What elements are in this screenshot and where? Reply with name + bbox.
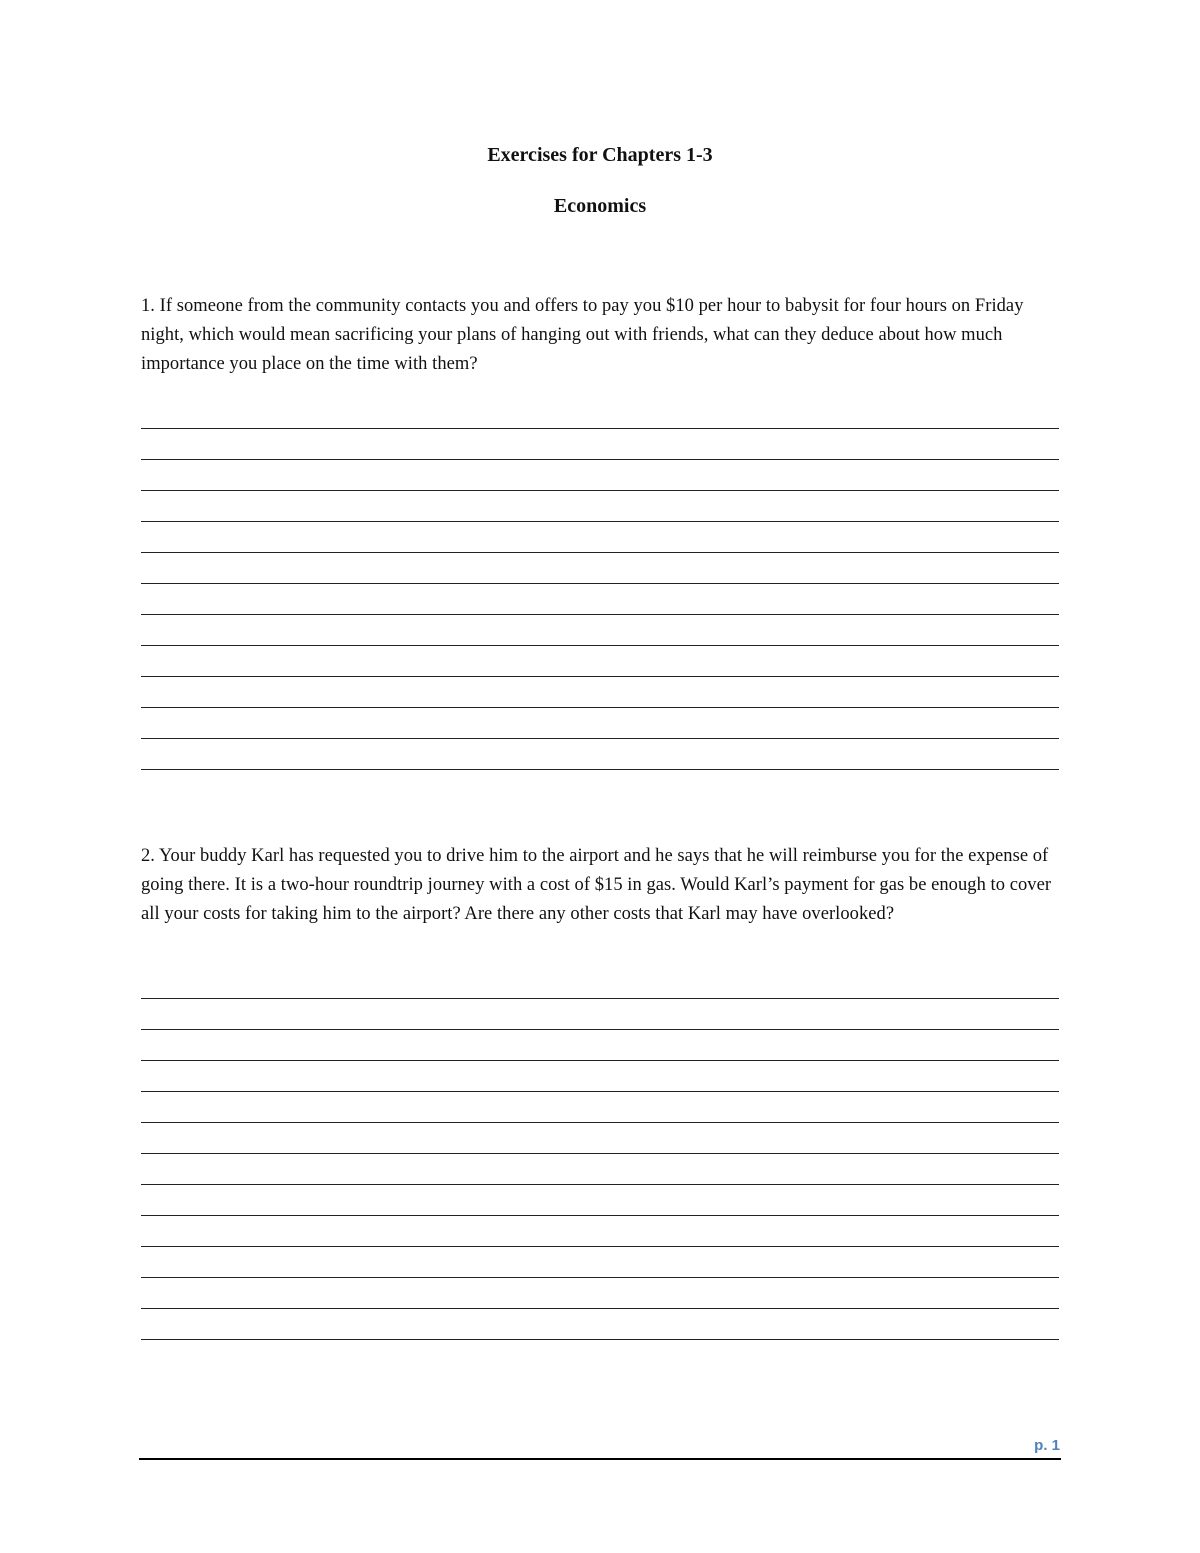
answer-line — [141, 1061, 1059, 1092]
answer-line — [141, 1247, 1059, 1278]
answer-line — [141, 584, 1059, 615]
answer-line — [141, 1309, 1059, 1340]
answer-lines-question-1 — [141, 398, 1059, 770]
answer-line — [141, 615, 1059, 646]
answer-line — [141, 1092, 1059, 1123]
answer-line — [141, 1216, 1059, 1247]
answer-line — [141, 1185, 1059, 1216]
answer-line — [141, 491, 1059, 522]
answer-line — [141, 968, 1059, 999]
question-1-text: 1. If someone from the community contacts you and offers to pay you $10 per hour to babysit for four hours on Friday night, which would mean sacrificing your plans of hanging out with friends, what can they deduce about how much importance you place on the time with them? — [141, 296, 1024, 374]
answer-line — [141, 460, 1059, 491]
page-number: p. 1 — [1034, 1437, 1060, 1454]
answer-lines-question-2 — [141, 968, 1059, 1340]
document-subtitle: Economics — [553, 195, 647, 217]
answer-line — [141, 429, 1059, 460]
answer-line — [141, 522, 1059, 553]
answer-line — [141, 1123, 1059, 1154]
answer-line — [141, 739, 1059, 770]
question-2-text: 2. Your buddy Karl has requested you to drive him to the airport and he says that he will reimburse you for the expense of going there. It is a two-hour roundtrip journey with a cost of $15 in gas. Would Karl’s payment for gas be enough to cover all your costs for taking him to the airport? Are there any other costs that Karl may have overlooked? — [141, 846, 1052, 924]
answer-line — [141, 646, 1059, 677]
answer-line — [141, 708, 1059, 739]
answer-line — [141, 677, 1059, 708]
answer-line — [141, 1030, 1059, 1061]
answer-line — [141, 1154, 1059, 1185]
answer-line — [141, 553, 1059, 584]
answer-line — [141, 999, 1059, 1030]
answer-line — [141, 1278, 1059, 1309]
document-title: Exercises for Chapters 1-3 — [487, 144, 713, 166]
answer-line — [141, 398, 1059, 429]
footer-rule — [139, 1458, 1061, 1460]
